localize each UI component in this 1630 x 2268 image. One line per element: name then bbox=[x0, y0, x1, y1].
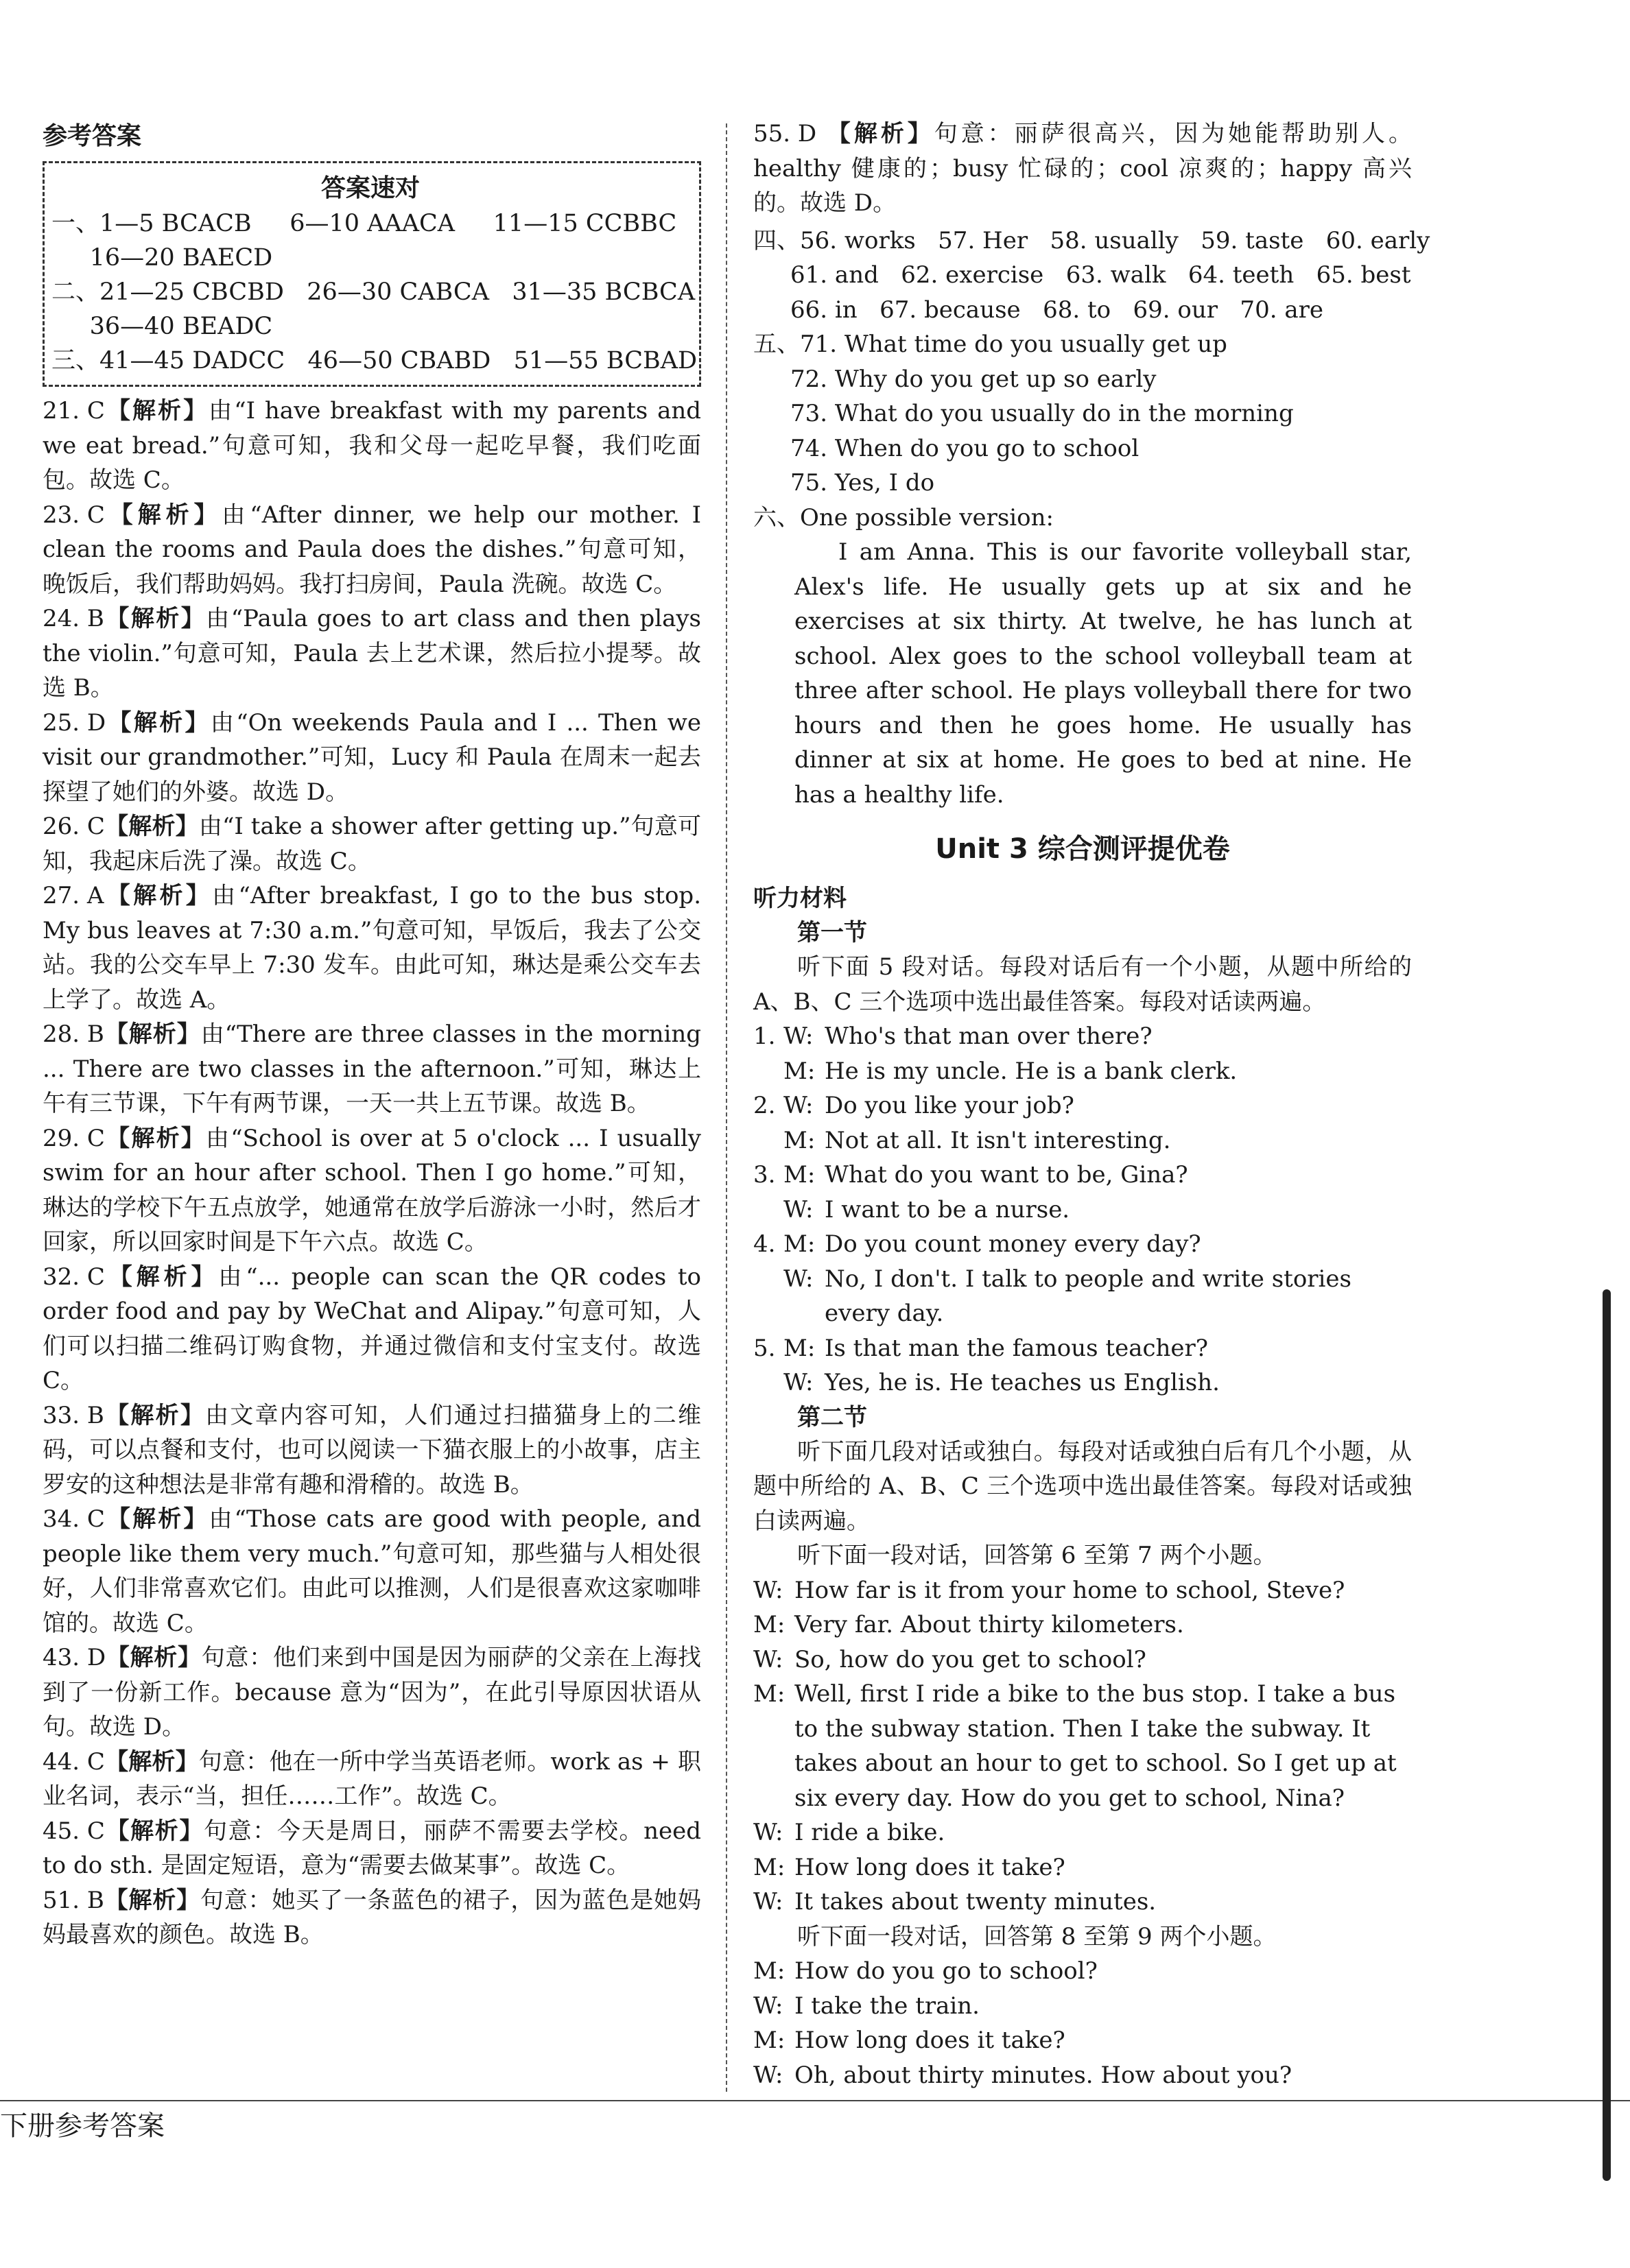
dialog-text: How long does it take? bbox=[794, 1853, 1065, 1881]
section4-line: 61. and 62. exercise 63. walk 64. teeth 65. best bbox=[753, 261, 1411, 289]
entry-tag: 【解析】 bbox=[104, 397, 209, 425]
answer-entry bbox=[43, 1260, 701, 1398]
dialog-text: Who's that man over there? bbox=[825, 1023, 1153, 1050]
dialog-item bbox=[753, 1227, 1412, 1331]
entry-number: 27. A bbox=[43, 882, 104, 909]
dialog-line bbox=[753, 1088, 1412, 1123]
entry-number: 44. C bbox=[43, 1747, 105, 1776]
dialog-line bbox=[753, 1608, 1412, 1643]
entry-number: 32. C bbox=[43, 1263, 105, 1291]
entry-text: 由“On weekends Paula and I ... Then we visit our grandmother.”可知，Lucy 和 Paula 在周末一起去探望了她们的外婆。故选 D。 bbox=[43, 708, 701, 806]
dialog-number: 1. bbox=[753, 1023, 776, 1050]
dialog-text: I want to be a nurse. bbox=[825, 1195, 1070, 1223]
speaker-label: W: bbox=[783, 1092, 814, 1119]
dialog-number bbox=[753, 1193, 783, 1228]
answer-entry bbox=[43, 1502, 701, 1640]
entry-number: 29. C bbox=[43, 1124, 105, 1152]
dialog-text: Not at all. It isn't interesting. bbox=[825, 1126, 1171, 1154]
answer-entry bbox=[43, 1640, 701, 1745]
speaker-label: W: bbox=[753, 2061, 783, 2089]
quick-answers-title: 答案速对 bbox=[320, 174, 420, 202]
answer-entry bbox=[43, 809, 701, 879]
dialog-line bbox=[753, 2058, 1412, 2093]
speaker-label: W: bbox=[753, 1888, 783, 1915]
dialog-line bbox=[753, 1054, 1412, 1089]
section5-line: 74. When do you go to school bbox=[753, 434, 1139, 462]
entry-tag: 【解析】 bbox=[104, 1886, 200, 1914]
quick-answer-line: 二、21—25 CBCBD 26—30 CABCA 31—35 BCBCA bbox=[51, 278, 696, 306]
section5-line: 75. Yes, I do bbox=[753, 469, 935, 497]
entry-text: 句意：今天是周日，丽萨不需要去学校。need to do sth. 是固定短语，意为“需要去做某事”。故选 C。 bbox=[43, 1817, 702, 1879]
dialog-number: 5. bbox=[753, 1334, 776, 1362]
speaker-label: W: bbox=[783, 1023, 814, 1050]
dialog-text: What do you want to be, Gina? bbox=[825, 1161, 1188, 1189]
entry-text: 句意：他在一所中学当英语老师。work as + 职业名词，表示“当，担任……工作”。故选 C。 bbox=[43, 1747, 702, 1810]
answer-entry bbox=[43, 706, 701, 810]
dialog-text: Do you like your job? bbox=[825, 1092, 1074, 1119]
speaker-label: W: bbox=[783, 1369, 814, 1396]
scan-edge-shadow bbox=[1603, 1289, 1611, 2181]
speaker-label: W: bbox=[753, 1576, 783, 1604]
dialog-text: How long does it take? bbox=[794, 2027, 1065, 2054]
dialog-number: 2. bbox=[753, 1092, 776, 1119]
dialog-text: Well, first I ride a bike to the bus stop. I take a bus to the subway station. Then I take the subway. It takes about an hour to get to school. So I get up at six every day. How do you get to school, Nina? bbox=[794, 1680, 1397, 1812]
dialog-text: I ride a bike. bbox=[794, 1819, 945, 1846]
entry-text: 由文章内容可知，人们通过扫描猫身上的二维码，可以点餐和支付，也可以阅读一下猫衣服上的小故事，店主罗安的这种想法是非常有趣和滑稽的。故选 B。 bbox=[43, 1401, 702, 1499]
speaker-label: W: bbox=[753, 1992, 783, 2020]
section5-line: 五、71. What time do you usually get up bbox=[753, 331, 1227, 358]
entry-number: 21. C bbox=[43, 397, 105, 425]
dialog-number bbox=[753, 1262, 783, 1331]
dialog-line bbox=[753, 1850, 1412, 1885]
section5-line: 72. Why do you get up so early bbox=[753, 365, 1157, 393]
part2-q67: 听下面一段对话，回答第 6 至第 7 两个小题。 bbox=[797, 1542, 1277, 1569]
dialog-text: Yes, he is. He teaches us English. bbox=[825, 1369, 1220, 1396]
column-divider bbox=[726, 123, 727, 2092]
dialog-line bbox=[753, 1573, 1412, 1608]
entry-text: 句意：她买了一条蓝色的裙子，因为蓝色是她妈妈最喜欢的颜色。故选 B。 bbox=[43, 1886, 702, 1948]
answer-entry bbox=[43, 879, 701, 1017]
speaker-label: M: bbox=[753, 1680, 786, 1708]
entry-tag: 【解析】 bbox=[104, 882, 213, 909]
entry-number: 26. C bbox=[43, 813, 105, 840]
left-column bbox=[43, 117, 701, 1953]
entry-tag: 【解析】 bbox=[827, 120, 934, 147]
speaker-label: M: bbox=[783, 1126, 816, 1154]
dialog-line bbox=[753, 1123, 1412, 1158]
speaker-label: W: bbox=[783, 1265, 814, 1293]
entry-text: 句意：他们来到中国是因为丽萨的父亲在上海找到了一份新工作。because 意为“因为”，在此引导原因状语从句。故选 D。 bbox=[43, 1644, 702, 1741]
answer-entry bbox=[43, 394, 701, 498]
speaker-label: M: bbox=[753, 1853, 786, 1881]
dialog-line bbox=[753, 1227, 1412, 1262]
entry-number: 24. B bbox=[43, 605, 104, 632]
speaker-label: M: bbox=[753, 1957, 786, 1985]
part2-q89: 听下面一段对话，回答第 8 至第 9 两个小题。 bbox=[797, 1922, 1277, 1950]
dialog-text: It takes about twenty minutes. bbox=[794, 1888, 1157, 1915]
entry-tag: 【解析】 bbox=[104, 1817, 204, 1845]
part2-instructions: 听下面几段对话或独白。每段对话或独白后有几个小题，从题中所给的 A、B、C 三个选项中选出最佳答案。每段对话或独白读两遍。 bbox=[753, 1437, 1412, 1535]
dialog-line bbox=[753, 1954, 1412, 1989]
dialog-text: Do you count money every day? bbox=[825, 1230, 1201, 1258]
answer-entry bbox=[43, 1121, 701, 1260]
section6-label: 六、One possible version: bbox=[753, 503, 1054, 532]
speaker-label: W: bbox=[753, 1819, 783, 1846]
answer-entry bbox=[43, 1745, 701, 1814]
dialog-text: No, I don't. I talk to people and write stories every day. bbox=[825, 1265, 1351, 1327]
quick-answer-line: 16—20 BAECD bbox=[51, 244, 273, 272]
dialog-line bbox=[753, 1643, 1412, 1678]
entry-tag: 【解析】 bbox=[104, 1505, 209, 1533]
part1-instructions: 听下面 5 段对话。每段对话后有一个小题，从题中所给的 A、B、C 三个选项中选出最佳答案。每段对话读两遍。 bbox=[753, 953, 1412, 1016]
dialog-line bbox=[753, 1365, 1412, 1400]
entry-tag: 【解析】 bbox=[104, 1747, 199, 1776]
dialog-line bbox=[753, 2023, 1412, 2058]
footer-rule bbox=[0, 2100, 1630, 2101]
dialog-line bbox=[753, 1677, 1412, 1815]
dialog-text: Is that man the famous teacher? bbox=[825, 1334, 1209, 1362]
entry-text: 由“I take a shower after getting up.”句意可知，我起床后洗了澡。故选 C。 bbox=[43, 813, 701, 875]
unit-title: Unit 3 综合测评提优卷 bbox=[935, 833, 1230, 865]
entry-text: 由“After dinner, we help our mother. I clean the rooms and Paula does the dishes.”句意可知，晚饭后，我们帮助妈妈。我打扫房间，Paula 洗碗。故选 C。 bbox=[43, 501, 701, 598]
answer-entry-55 bbox=[753, 117, 1412, 221]
dialog-text: He is my uncle. He is a bank clerk. bbox=[825, 1057, 1238, 1085]
dialog-line bbox=[753, 1158, 1412, 1193]
entry-number: 51. B bbox=[43, 1886, 104, 1914]
dialog-number: 4. bbox=[753, 1230, 776, 1258]
quick-answer-line: 一、1—5 BCACB 6—10 AAACA 11—15 CCBBC bbox=[51, 210, 677, 237]
dialog-text: How far is it from your home to school, Steve? bbox=[794, 1576, 1345, 1604]
dialog-line bbox=[753, 1262, 1412, 1331]
speaker-label: W: bbox=[783, 1195, 814, 1223]
answer-entry bbox=[43, 1883, 701, 1953]
listening-title: 听力材料 bbox=[753, 885, 847, 912]
entry-tag: 【解析】 bbox=[104, 501, 222, 529]
entry-tag: 【解析】 bbox=[104, 1124, 206, 1152]
entry-number: 33. B bbox=[43, 1401, 104, 1429]
entry-number: 23. C bbox=[43, 501, 105, 529]
speaker-label: M: bbox=[783, 1334, 816, 1362]
entry-number: 28. B bbox=[43, 1020, 104, 1048]
entry-text: 句意：丽萨很高兴，因为她能帮助别人。healthy 健康的；busy 忙碌的；cool 凉爽的；happy 高兴的。故选 D。 bbox=[753, 120, 1412, 217]
entry-tag: 【解析】 bbox=[106, 1644, 202, 1671]
entry-number: 45. C bbox=[43, 1817, 105, 1845]
dialog-text: I take the train. bbox=[794, 1992, 980, 2020]
section4-line: 66. in 67. because 68. to 69. our 70. are bbox=[753, 296, 1323, 324]
entry-tag: 【解析】 bbox=[106, 708, 211, 737]
dialog-line bbox=[753, 1815, 1412, 1850]
dialog-item bbox=[753, 1331, 1412, 1400]
speaker-label: M: bbox=[783, 1057, 816, 1085]
essay: I am Anna. This is our favorite volleyball star, Alex's life. He usually gets up at six and he exercises at six thirty. At twelve, he has lunch at school. Alex goes to the school volleyball team at three after school. He plays volleyball there for two hours and then he goes home. He usually has dinner at six at home. He goes to bed at nine. He has a healthy life. bbox=[794, 538, 1412, 809]
speaker-label: W: bbox=[753, 1645, 783, 1673]
dialog-number bbox=[753, 1123, 783, 1158]
right-column bbox=[753, 117, 1430, 2092]
dialog-number bbox=[753, 1365, 783, 1400]
page-footer: 下册参考答案 bbox=[0, 2110, 165, 2142]
answer-entry bbox=[43, 1398, 701, 1503]
dialog-item bbox=[753, 1088, 1412, 1158]
quick-answer-line: 36—40 BEADC bbox=[51, 313, 273, 340]
entry-text: 由“I have breakfast with my parents and we eat bread.”句意可知，我和父母一起吃早餐，我们吃面包。故选 C。 bbox=[43, 397, 702, 494]
entry-number: 25. D bbox=[43, 708, 106, 737]
answer-entry bbox=[43, 498, 701, 602]
entry-number: 55. D bbox=[753, 120, 817, 147]
entry-text: 由“Paula goes to art class and then plays the violin.”句意可知，Paula 去上艺术课，然后拉小提琴。故选 B。 bbox=[43, 605, 702, 702]
entry-text: 由“School is over at 5 o'clock ... I usually swim for an hour after school. Then I go home.”可知，琳达的学校下午五点放学，她通常在放学后游泳一小时，然后才回家，所以回家时间是下午六点。故选 C。 bbox=[43, 1124, 702, 1256]
speaker-label: M: bbox=[753, 1611, 786, 1638]
part1-title: 第一节 bbox=[797, 919, 867, 946]
speaker-label: M: bbox=[753, 2027, 786, 2054]
entry-tag: 【解析】 bbox=[104, 1020, 201, 1048]
answer-entry bbox=[43, 1017, 701, 1121]
dialog-number bbox=[753, 1054, 783, 1089]
dialog-item bbox=[753, 1158, 1412, 1227]
dialog-text: So, how do you get to school? bbox=[794, 1645, 1146, 1673]
entry-text: 由“There are three classes in the morning ... There are two classes in the afternoon.”可知，琳达上午有三节课，下午有两节课，一天一共上五节课。故选 B。 bbox=[43, 1020, 701, 1117]
dialog-text: Very far. About thirty kilometers. bbox=[794, 1611, 1184, 1638]
section5-line: 73. What do you usually do in the morning bbox=[753, 400, 1294, 427]
dialog-line bbox=[753, 1019, 1412, 1054]
dialog-number: 3. bbox=[753, 1161, 776, 1189]
entry-text: 由“After breakfast, I go to the bus stop. My bus leaves at 7:30 a.m.”句意可知，早饭后，我去了公交站。我的公交车早上 7:30 发车。由此可知，琳达是乘公交车去上学了。故选 A。 bbox=[43, 882, 702, 1014]
part2-title: 第二节 bbox=[797, 1403, 867, 1431]
entry-tag: 【解析】 bbox=[104, 1263, 219, 1291]
quick-answer-line: 三、41—45 DADCC 46—50 CBABD 51—55 BCBAD bbox=[51, 347, 698, 374]
entry-tag: 【解析】 bbox=[104, 813, 199, 840]
entry-number: 34. C bbox=[43, 1505, 105, 1533]
entry-text: 由“Those cats are good with people, and people like them very much.”句意可知，那些猫与人相处很好，人们非常喜欢它们。由此可以推测，人们是很喜欢这家咖啡馆的。故选 C。 bbox=[43, 1505, 701, 1637]
dialog-line bbox=[753, 1885, 1412, 1920]
dialog-text: Oh, about thirty minutes. How about you? bbox=[794, 2061, 1292, 2089]
speaker-label: M: bbox=[783, 1161, 816, 1189]
dialog-line bbox=[753, 1331, 1412, 1366]
answer-entry bbox=[43, 1814, 701, 1883]
entry-tag: 【解析】 bbox=[104, 605, 206, 632]
dialog-line bbox=[753, 1989, 1412, 2024]
quick-answers-box bbox=[43, 161, 701, 387]
dialog-text: How do you go to school? bbox=[794, 1957, 1098, 1985]
dialog-item bbox=[753, 1019, 1412, 1088]
speaker-label: M: bbox=[783, 1230, 816, 1258]
entry-text: 由“... people can scan the QR codes to order food and pay by WeChat and Alipay.”句意可知，人们可以扫描二维码订购食物，并通过微信和支付宝支付。故选 C。 bbox=[43, 1263, 702, 1394]
answer-entry bbox=[43, 601, 701, 706]
entry-number: 43. D bbox=[43, 1644, 106, 1671]
section4-line: 四、56. works 57. Her 58. usually 59. taste 60. early bbox=[753, 226, 1430, 254]
entry-tag: 【解析】 bbox=[104, 1401, 206, 1429]
dialog-line bbox=[753, 1193, 1412, 1228]
section-title: 参考答案 bbox=[43, 122, 142, 150]
